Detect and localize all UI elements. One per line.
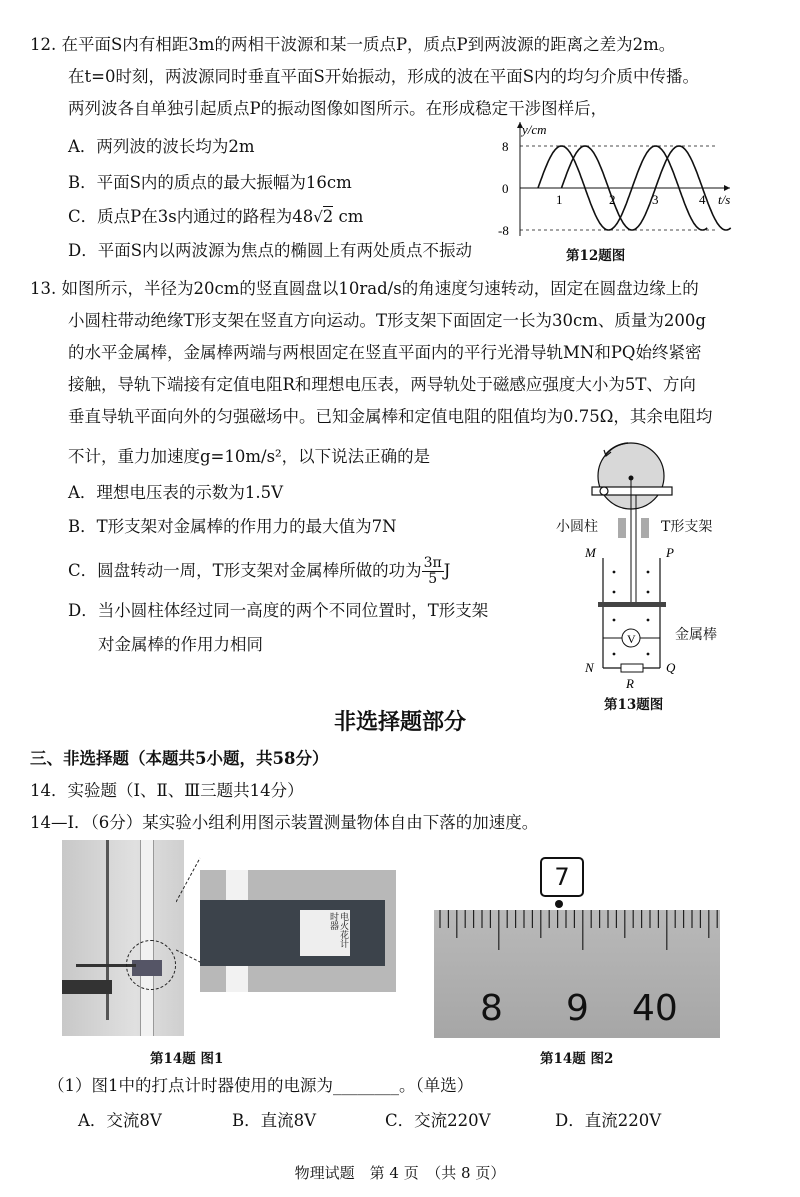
- q14-sub1: （1）图1中的打点计时器使用的电源为________。（单选）: [48, 1076, 474, 1095]
- q13-line2: 小圆柱带动绝缘T形支架在竖直方向运动。T形支架下面固定一长为30cm、质量为200g: [68, 311, 706, 330]
- q13-option-d-line1: D．当小圆柱体经过同一高度的两个不同位置时，T形支架: [68, 601, 489, 620]
- y-tick-0: 0: [502, 181, 509, 196]
- y-tick-neg8: -8: [498, 223, 509, 238]
- label-q: Q: [666, 660, 676, 675]
- t-tick-2: 2: [609, 192, 616, 207]
- q14-option-d: D．直流220V: [555, 1111, 662, 1130]
- q13-line6: 不计，重力加速度g=10m/s²，以下说法正确的是: [68, 447, 431, 466]
- t-tick-3: 3: [652, 192, 659, 207]
- q13-option-a: A．理想电压表的示数为1.5V: [68, 483, 284, 502]
- q13-line3: 的水平金属棒，金属棒两端与两根固定在竖直平面内的平行光滑导轨MN和PQ始终紧密: [68, 343, 702, 362]
- timer-closeup-photo: [200, 870, 396, 992]
- q13-number: 13.: [30, 279, 57, 298]
- q12-wave-graph: [490, 118, 740, 240]
- label-n: N: [585, 660, 594, 675]
- q12-line1: [30, 34, 675, 56]
- q12-option-b: B．平面S内的质点的最大振幅为16cm: [68, 173, 352, 192]
- q14-1-heading: 14—Ⅰ．（6分）某实验小组利用图示装置测量物体自由下落的加速度。: [30, 813, 539, 832]
- ruler-number-9: 9: [566, 988, 589, 1029]
- ruler-number-40: 40: [632, 988, 678, 1029]
- voltmeter-label: V: [627, 632, 636, 646]
- section-title: 非选择题部分: [333, 709, 466, 735]
- t-tick-4: 4: [699, 192, 706, 207]
- y-tick-8: 8: [502, 139, 509, 154]
- tape-dot: [555, 900, 563, 908]
- q14-heading: 14．实验题（Ⅰ、Ⅱ、Ⅲ三题共14分）: [30, 781, 304, 800]
- label-r: R: [626, 676, 634, 690]
- label-m: M: [585, 545, 596, 560]
- label-small-cylinder: 小圆柱: [556, 519, 598, 535]
- q14-option-c: C．交流220V: [385, 1111, 491, 1130]
- timer-label: 电火花计时器: [300, 910, 350, 956]
- label-metal-rod: 金属棒: [675, 627, 717, 643]
- t-tick-1: 1: [556, 192, 563, 207]
- q12-option-a: A．两列波的波长均为2m: [68, 137, 255, 156]
- t-axis-label: t/s: [718, 192, 731, 207]
- small-cylinder: [600, 487, 608, 495]
- q12-figure-caption: 第12题图: [566, 248, 626, 264]
- q12-line2: 在t=0时刻，两波源同时垂直平面S开始振动，形成的波在平面S内的均匀介质中传播。: [68, 67, 700, 86]
- label-t-bracket: T形支架: [661, 519, 713, 535]
- page-footer: 物理试题 第 4 页 （共 8 页）: [294, 1164, 506, 1182]
- q13-apparatus-figure: [548, 440, 738, 690]
- q12-number: 12.: [30, 35, 57, 54]
- figure14-1-caption: 第14题 图1: [150, 1051, 224, 1067]
- ruler-number-8: 8: [480, 988, 503, 1029]
- q13-line1: 13. 如图所示，半径为20cm的竖直圆盘以10rad/s的角速度匀速转动，固定在圆盘边缘上的: [30, 279, 699, 298]
- q12-option-d: D．平面S内以两波源为焦点的椭圆上有两处质点不振动: [68, 241, 473, 260]
- q13-option-b: B．T形支架对金属棒的作用力的最大值为7N: [68, 517, 397, 536]
- q12-option-c: C．质点P在3s内通过的路程为48√2 cm: [68, 207, 364, 226]
- q13-option-c: C．圆盘转动一周，T形支架对金属棒所做的功为 $\frac{3\pi}{5}$ J: [68, 555, 451, 587]
- q12-text-1: 在平面S内有相距3m的两相干波源和某一质点P，质点P到两波源的距离之差为2m。: [61, 35, 676, 54]
- q14-option-a: A．交流8V: [78, 1111, 162, 1130]
- q13-line4: 接触，导轨下端接有定值电阻R和理想电压表，两导轨处于磁感应强度大小为5T、方向: [68, 375, 696, 394]
- q13-figure-caption: 第13题图: [604, 697, 664, 713]
- ruler-photo: [434, 910, 720, 1038]
- label-p: P: [666, 545, 674, 560]
- fraction-3pi-over-5: $\frac{3\pi}{5}$: [423, 555, 442, 587]
- part3-heading: 三、非选择题（本题共5小题，共58分）: [30, 749, 329, 768]
- q12-line3: 两列波各自单独引起质点P的振动图像如图所示。在形成稳定干涉图样后，: [68, 99, 608, 118]
- y-axis-label: y/cm: [522, 122, 547, 137]
- figure14-2-caption: 第14题 图2: [540, 1051, 614, 1067]
- apparatus-photo: [62, 840, 184, 1036]
- q13-option-d-line2: 对金属棒的作用力相同: [98, 635, 263, 654]
- q13-line5: 垂直导轨平面向外的匀强磁场中。已知金属棒和定值电阻的阻值均为0.75Ω，其余电阻均: [68, 407, 713, 426]
- q14-option-b: B．直流8V: [232, 1111, 317, 1130]
- tape-dot-marker: 7: [540, 857, 584, 897]
- metal-rod: [598, 602, 666, 607]
